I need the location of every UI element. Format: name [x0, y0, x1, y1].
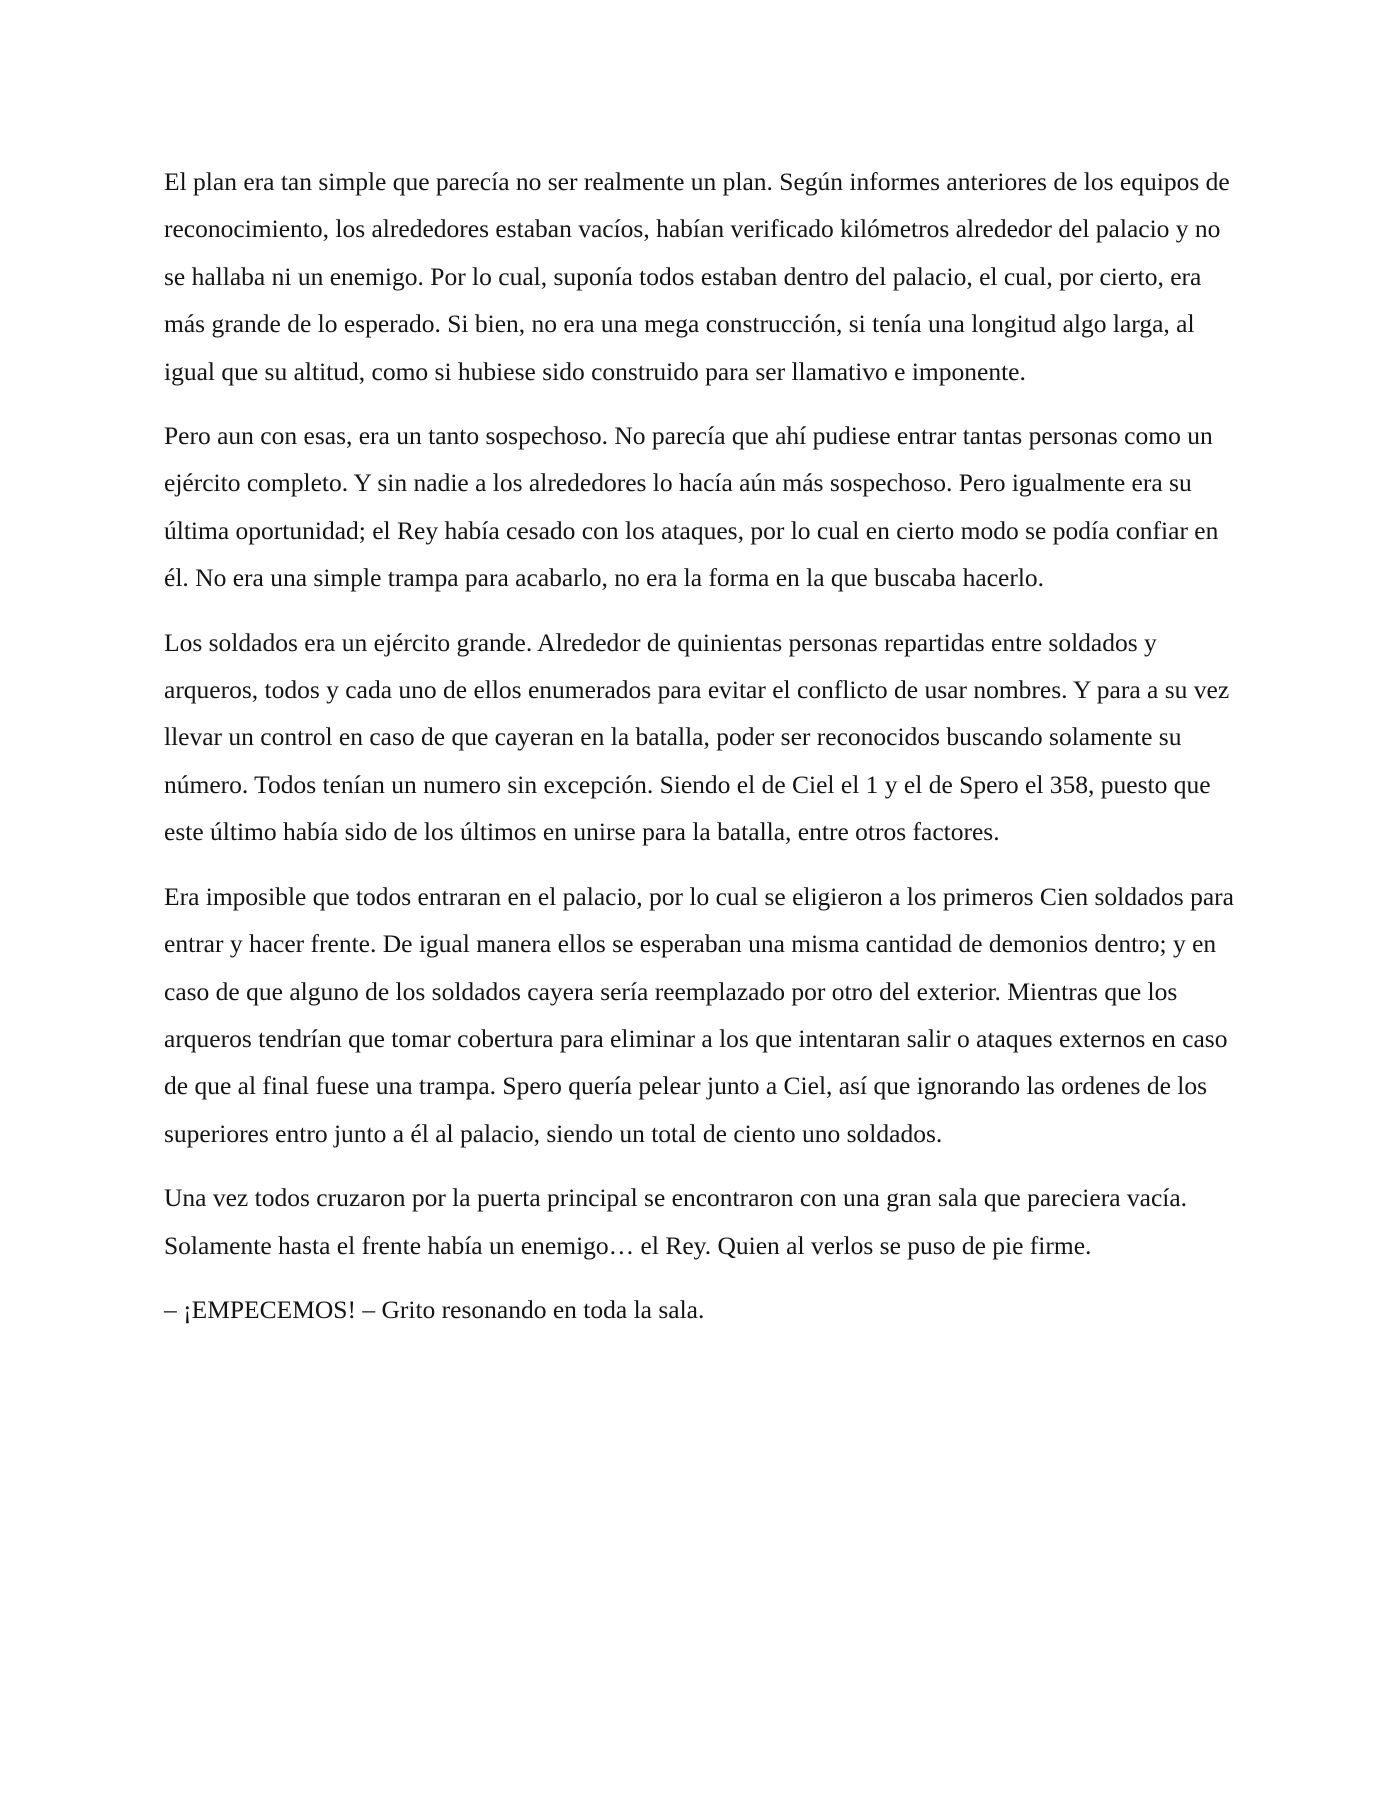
body-text [164, 158, 1246, 1350]
paragraph-5: Una vez todos cruzaron por la puerta principal se encontraron con una gran sala que pareciera vacía. Solamente hasta el frente había un enemigo… el Rey. Quien al verlos se puso de pie firme. [164, 1183, 1188, 1260]
paragraph-4: Era imposible que todos entraran en el palacio, por lo cual se eligieron a los primeros Cien soldados para entrar y hacer frente. De igual manera ellos se esperaban una misma cantidad de demonios dentro; y en caso de que alguno de los soldados cayera sería reemplazado por otro del exterior. Mientras que los arqueros tendrían que tomar cobertura para eliminar a los que intentaran salir o ataques externos en caso de que al final fuese una trampa. Spero quería pelear junto a Ciel, así que ignorando las ordenes de los superiores entro junto a él al palacio, siendo un total de ciento uno soldados. [164, 881, 1234, 1148]
paragraph-1: El plan era tan simple que parecía no ser realmente un plan. Según informes anteriores de los equipos de reconocimiento, los alrededores estaban vacíos, habían verificado kilómetros alrededor del palacio y no se hallaba ni un enemigo. Por lo cual, suponía todos estaban dentro del palacio, el cual, por cierto, era más grande de lo esperado. Si bien, no era una mega construcción, si tenía una longitud algo larga, al igual que su altitud, como si hubiese sido construido para ser llamativo e imponente. [164, 167, 1230, 386]
paragraph-6-dialogue: – ¡EMPECEMOS! – Grito resonando en toda la sala. [164, 1294, 705, 1324]
paragraph-3: Los soldados era un ejército grande. Alrededor de quinientas personas repartidas entre soldados y arqueros, todos y cada uno de ellos enumerados para evitar el conflicto de usar nombres. Y para a su vez llevar un control en caso de que cayeran en la batalla, poder ser reconocidos buscando solamente su número. Todos tenían un numero sin excepción. Siendo el de Ciel el 1 y el de Spero el 358, puesto que este último había sido de los últimos en unirse para la batalla, entre otros factores. [164, 627, 1230, 847]
paragraph-2: Pero aun con esas, era un tanto sospechoso. No parecía que ahí pudiese entrar tantas personas como un ejército completo. Y sin nadie a los alrededores lo hacía aún más sospechoso. Pero igualmente era su última oportunidad; el Rey había cesado con los ataques, por lo cual en cierto modo se podía confiar en él. No era una simple trampa para acabarlo, no era la forma en la que buscaba hacerlo. [164, 421, 1219, 593]
